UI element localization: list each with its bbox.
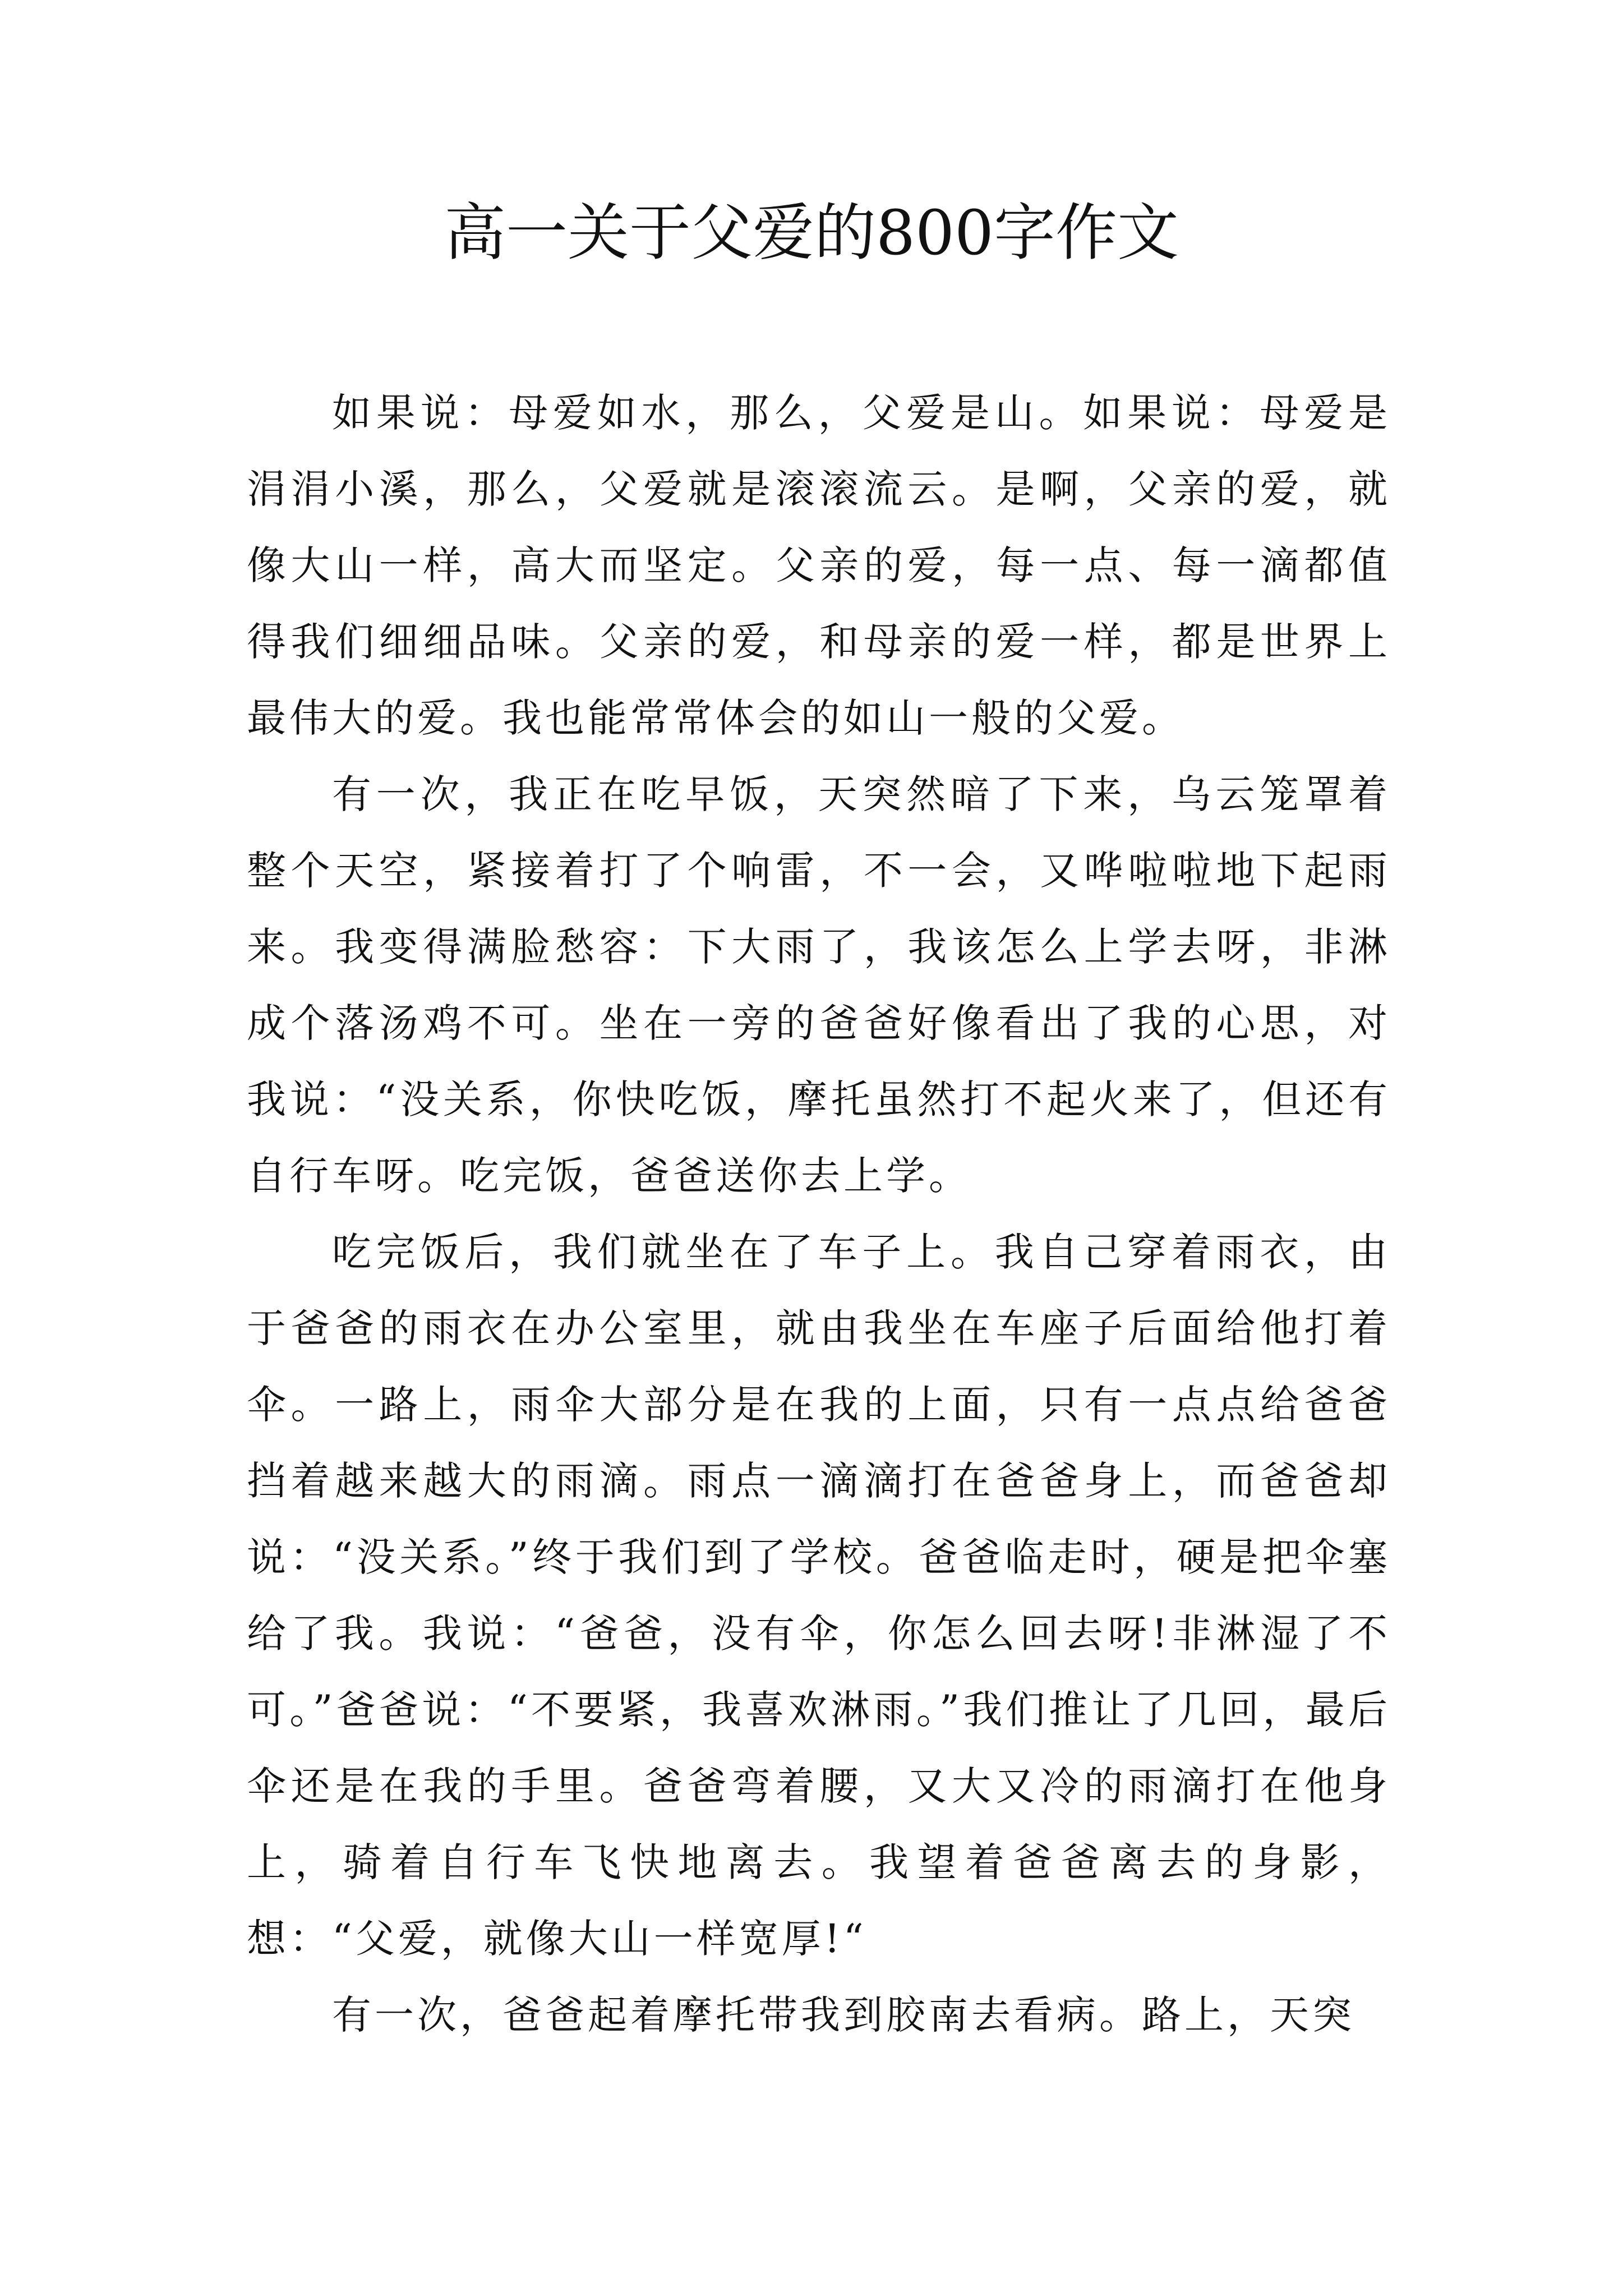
paragraph: 吃完饭后，我们就坐在了车子上。我自己穿着雨衣，由于爸爸的雨衣在办公室里，就由我坐在车座子后面给他打着伞。一路上，雨伞大部分是在我的上面，只有一点点给爸爸挡着越来越大的雨滴。雨点一滴滴打在爸爸身上，而爸爸却说：“没关系。”终于我们到了学校。爸爸临走时，硬是把伞塞给了我。我说：“爸爸，没有伞，你怎么回去呀!非淋湿了不可。”爸爸说：“不要紧，我喜欢淋雨。”我们推让了几回，最后伞还是在我的手里。爸爸弯着腰，又大又冷的雨滴打在他身上，骑着自行车飞快地离去。我望着爸爸离去的身影，想：“父爱，就像大山一样宽厚!“ (247, 1229, 1391, 1962)
document-body (247, 375, 1391, 2053)
paragraph: 有一次，爸爸起着摩托带我到胶南去看病。路上，天突 (332, 1992, 1355, 2038)
paragraph: 如果说：母爱如水，那么，父爱是山。如果说：母爱是涓涓小溪，那么，父爱就是滚滚流云。是啊，父亲的爱，就像大山一样，高大而坚定。父亲的爱，每一点、每一滴都值得我们细细品味。父亲的爱，和母亲的爱一样，都是世界上最伟大的爱。我也能常常体会的如山一般的父爱。 (247, 390, 1391, 741)
paragraph: 有一次，我正在吃早饭，天突然暗了下来，乌云笼罩着整个天空，紧接着打了个响雷，不一会，又哗啦啦地下起雨来。我变得满脸愁容：下大雨了，我该怎么上学去呀，非淋成个落汤鸡不可。坐在一旁的爸爸好像看出了我的心思，对我说：“没关系，你快吃饭，摩托虽然打不起火来了，但还有自行车呀。吃完饭，爸爸送你去上学。 (247, 771, 1391, 1199)
document-title: 高一关于父爱的800字作文 (444, 197, 1179, 269)
